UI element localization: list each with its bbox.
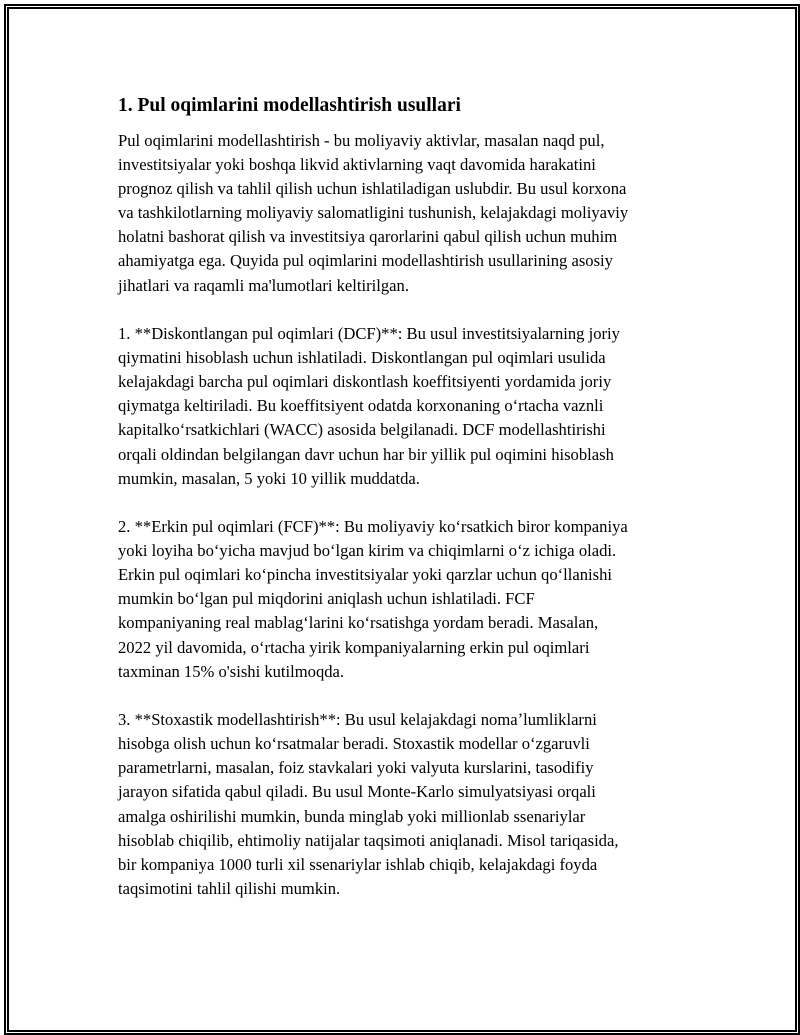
paragraph-line: parametrlarni, masalan, foiz stavkalari yoki valyuta kurslarini, tasodifiy [118,758,594,778]
paragraph-line: qiymatga keltiriladi. Bu koeffitsiyent odatda korxonaning oʻrtacha vaznli [118,396,604,416]
paragraph-line: va tashkilotlarning moliyaviy salomatligini tushunish, kelajakdagi moliyaviy [118,203,629,223]
paragraph-line: prognoz qilish va tahlil qilish uchun ishlatiladigan uslubdir. Bu usul korxona [118,179,627,199]
intro-paragraph [118,129,688,298]
paragraph-line: mumkin boʻlgan pul miqdorini aniqlash uchun ishlatiladi. FCF [118,589,535,609]
paragraph-line: 1. **Diskontlangan pul oqimlari (DCF)**: Bu usul investitsiyalarning joriy [118,324,620,344]
paragraph-line: mumkin, masalan, 5 yoki 10 yillik muddatda. [118,468,420,488]
paragraph-line: Erkin pul oqimlari koʻpincha investitsiyalar yoki qarzlar uchun qoʻllanishi [118,565,613,585]
paragraph-line: holatni bashorat qilish va investitsiya qarorlarini qabul qilish uchun muhim [118,227,618,247]
paragraph-line: Pul oqimlarini modellashtirish - bu moliyaviy aktivlar, masalan naqd pul, [118,131,605,150]
paragraph-line: investitsiyalar yoki boshqa likvid aktivlarning vaqt davomida harakatini [118,155,596,175]
dcf-paragraph [118,322,688,491]
paragraph-line: hisoblab chiqilib, ehtimoliy natijalar taqsimoti aniqlanadi. Misol tariqasida, [118,830,619,850]
paragraph-line: taqsimotini tahlil qilishi mumkin. [118,878,341,898]
paragraph-line: amalga oshirilishi mumkin, bunda minglab yoki millionlab ssenariylar [118,806,586,826]
paragraph-line: yoki loyiha boʻyicha mavjud boʻlgan kirim va chiqimlarni oʻz ichiga oladi. [118,541,617,561]
paragraph-line: kapitalkoʻrsatkichlari (WACC) asosida belgilanadi. DCF modellashtirishi [118,420,606,440]
paragraph-line: kelajakdagi barcha pul oqimlari diskontlash koeffitsiyenti yordamida joriy [118,372,612,392]
paragraph-line: 2022 yil davomida, oʻrtacha yirik kompaniyalarning erkin pul oqimlari [118,637,590,657]
paragraph-line: jihatlari va raqamli ma'lumotlari keltirilgan. [118,275,409,295]
paragraph-line: ahamiyatga ega. Quyida pul oqimlarini modellashtirish usullarining asosiy [118,251,613,271]
paragraph-line: orqali oldindan belgilangan davr uchun har bir yillik pul oqimini hisoblash [118,444,614,464]
paragraph-line: hisobga olish uchun koʻrsatmalar beradi. Stoxastik modellar oʻzgaruvli [118,734,590,754]
paragraph-line: qiymatini hisoblash uchun ishlatiladi. Diskontlangan pul oqimlari usulida [118,348,606,368]
paragraph-line: jarayon sifatida qabul qiladi. Bu usul Monte-Karlo simulyatsiyasi orqali [118,782,596,802]
paragraph-line: 2. **Erkin pul oqimlari (FCF)**: Bu moliyaviy koʻrsatkich biror kompaniya [118,517,628,537]
paragraph-line: bir kompaniya 1000 turli xil ssenariylar ishlab chiqib, kelajakdagi foyda [118,854,598,874]
paragraph-line: taxminan 15% o'sishi kutilmoqda. [118,661,345,681]
fcf-paragraph [118,515,688,684]
paragraph-line: kompaniyaning real mablagʻlarini koʻrsatishga yordam beradi. Masalan, [118,613,599,633]
paragraph-line: 3. **Stoxastik modellashtirish**: Bu usul kelajakdagi nomaʼlumliklarni [118,710,597,730]
section-heading: 1. Pul oqimlarini modellashtirish usullari [118,95,461,116]
document-body [118,92,688,925]
stochastic-paragraph [118,708,688,901]
